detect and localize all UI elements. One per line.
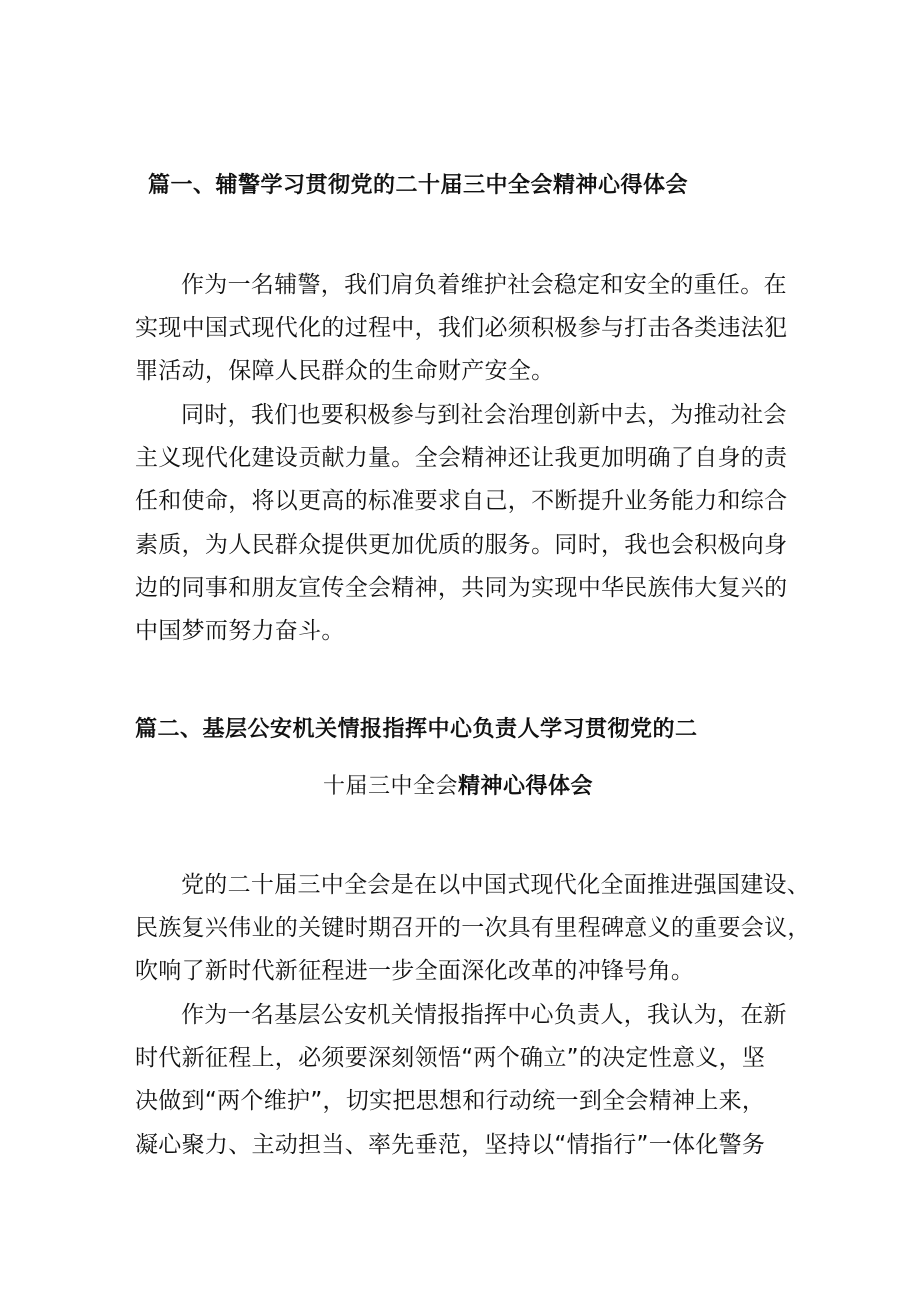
text-line: 实现中国式现代化的过程中，我们必须积极参与打击各类违法犯 bbox=[135, 315, 788, 342]
text-line: 时代新征程上，必须要深刻领悟“两个确立”的决定性意义，坚 bbox=[135, 1045, 766, 1072]
text-line: 凝心聚力、主动担当、率先垂范，坚持以“情指行”一体化警务 bbox=[135, 1131, 766, 1158]
section1-title: 篇一、辅警学习贯彻党的二十届三中全会精神心得体会 bbox=[148, 173, 689, 198]
text-line: 同时，我们也要积极参与到社会治理创新中去，为推动社会 bbox=[181, 402, 787, 428]
text-line: 党的二十届三中全会是在以中国式现代化全面推进强国建设、 bbox=[181, 872, 811, 898]
section2-title-line1: 篇二、基层公安机关情报指挥中心负责人学习贯彻党的二 bbox=[135, 717, 698, 742]
text-line: 吹响了新时代新征程进一步全面深化改革的冲锋号角。 bbox=[135, 958, 695, 985]
text-line: 罪活动，保障人民群众的生命财产安全。 bbox=[135, 358, 555, 385]
section2-paragraph-1 bbox=[135, 864, 811, 994]
text-line: 中国梦而努力奋斗。 bbox=[135, 618, 345, 645]
section1-paragraph-1 bbox=[135, 264, 795, 394]
text-line: 任和使命，将以更高的标准要求自己，不断提升业务能力和综合 bbox=[135, 488, 788, 515]
text-line: 边的同事和朋友宣传全会精神，共同为实现中华民族伟大复兴的 bbox=[135, 574, 788, 601]
section2-title-line2-bold: 精神心得体会 bbox=[458, 774, 594, 799]
text-line: 决做到“两个维护”，切实把思想和行动统一到全会精神上来， bbox=[135, 1088, 766, 1115]
section2-title-line2 bbox=[323, 769, 593, 800]
text-line: 民族复兴伟业的关键时期召开的一次具有里程碑意义的重要会议， bbox=[135, 915, 811, 942]
text-line: 主义现代化建设贡献力量。全会精神还让我更加明确了自身的责 bbox=[135, 445, 788, 472]
text-line: 作为一名基层公安机关情报指挥中心负责人，我认为，在新 bbox=[181, 1002, 787, 1028]
section1-paragraph-2 bbox=[135, 394, 795, 653]
section2-title-line2-plain: 十届三中全会 bbox=[323, 774, 459, 799]
text-line: 素质，为人民群众提供更加优质的服务。同时，我也会积极向身 bbox=[135, 531, 788, 558]
text-line: 作为一名辅警，我们肩负着维护社会稳定和安全的重任。在 bbox=[181, 272, 787, 298]
section2-paragraph-2 bbox=[135, 994, 795, 1167]
